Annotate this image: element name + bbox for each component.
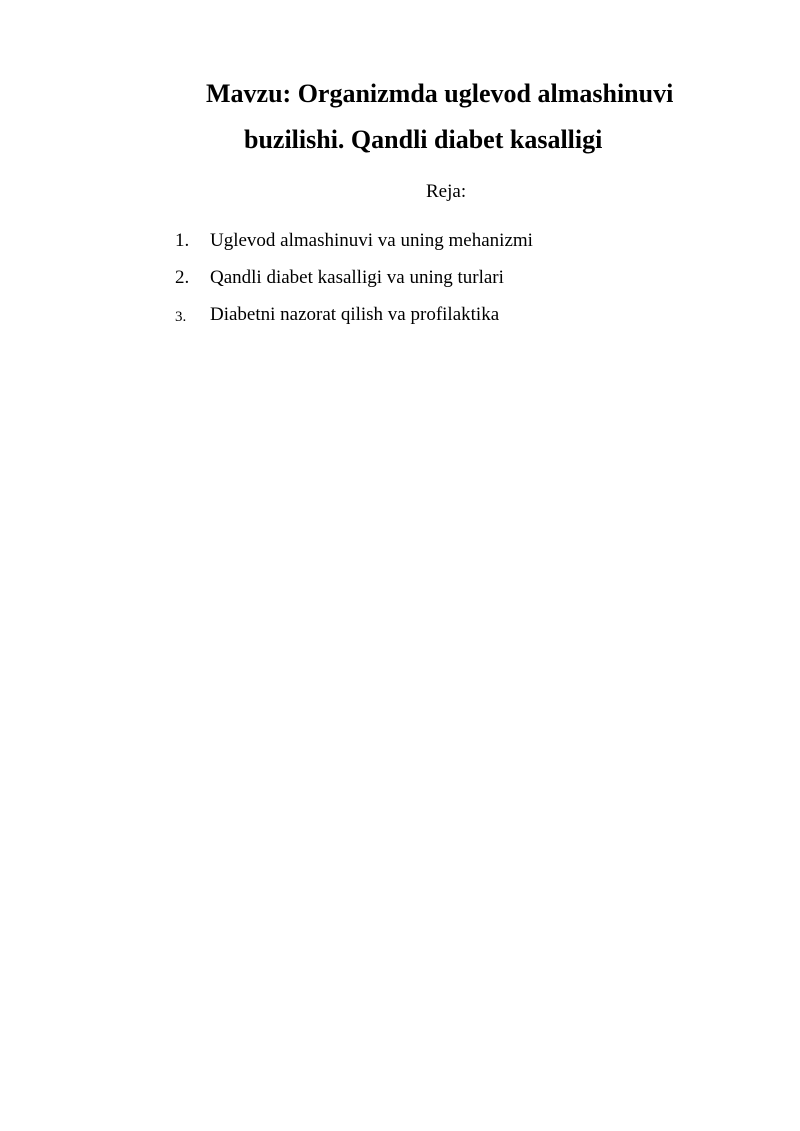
document-title-line-2: buzilishi. Qandli diabet kasalligi	[244, 125, 603, 154]
plan-item-number: 3.	[175, 309, 187, 325]
plan-item-text: Uglevod almashinuvi va uning mehanizmi	[210, 230, 533, 251]
plan-item-text: Diabetni nazorat qilish va profilaktika	[210, 304, 500, 325]
plan-item-number: 2.	[175, 267, 190, 288]
plan-item-number: 1.	[175, 230, 190, 251]
plan-heading: Reja:	[426, 181, 467, 202]
plan-item-text: Qandli diabet kasalligi va uning turlari	[210, 267, 504, 288]
document-title-line-1: Mavzu: Organizmda uglevod almashinuvi	[206, 79, 674, 108]
